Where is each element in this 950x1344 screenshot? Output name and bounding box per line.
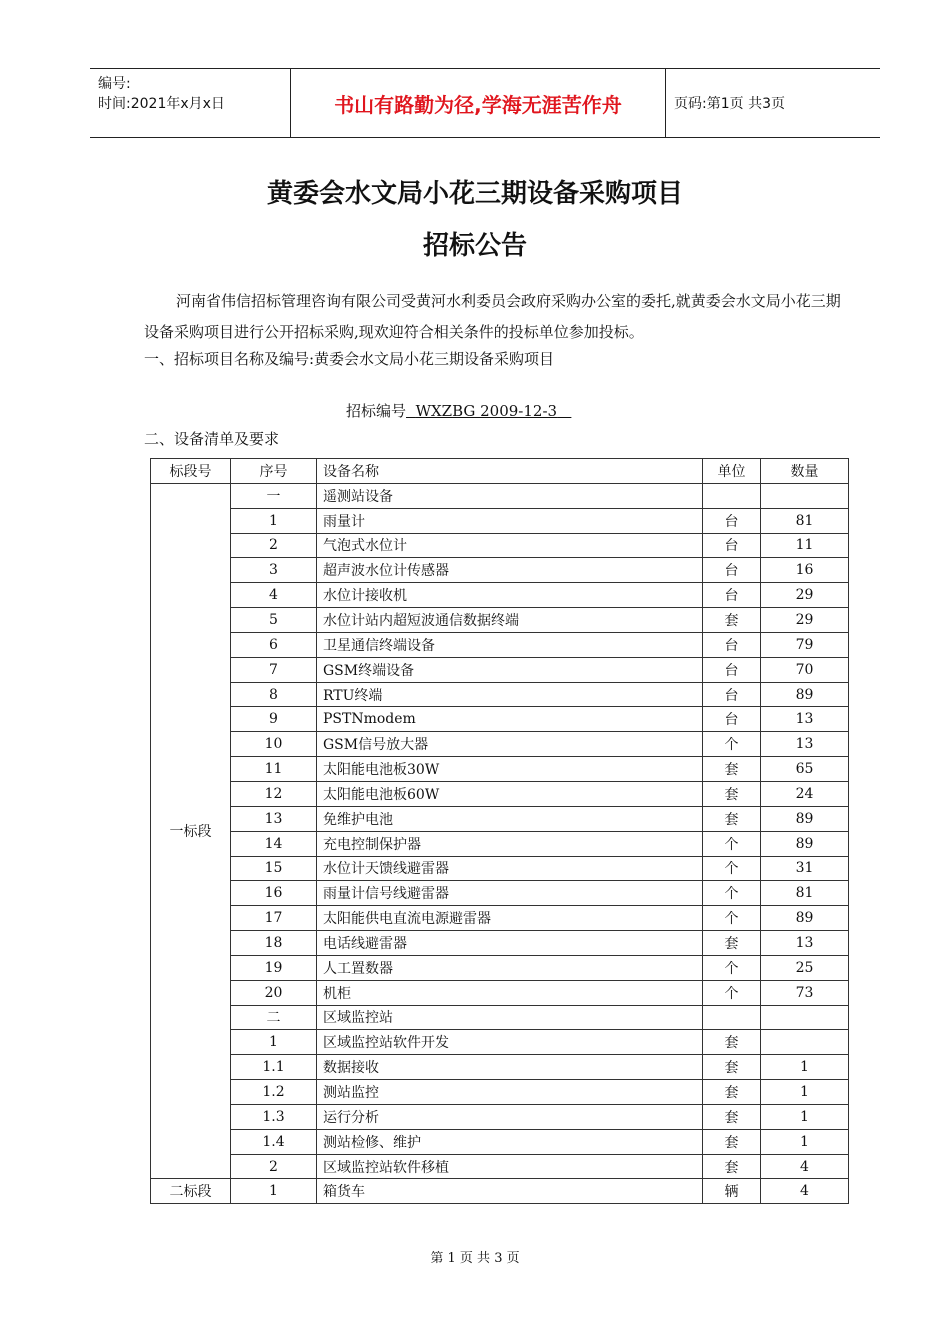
row-no: 11 (231, 757, 317, 782)
row-name: 人工置数器 (317, 955, 703, 980)
table-header-row (151, 459, 849, 484)
row-no: 4 (231, 583, 317, 608)
row-no: 9 (231, 707, 317, 732)
row-qty: 13 (761, 707, 849, 732)
row-name: 箱货车 (317, 1179, 703, 1204)
row-name: 测站检修、维护 (317, 1129, 703, 1154)
doc-subtitle: 招标公告 (422, 231, 527, 261)
segment-cell: 二标段 (151, 1179, 231, 1204)
row-unit: 套 (703, 781, 761, 806)
row-no: 1.1 (231, 1055, 317, 1080)
row-name: 区域监控站软件移植 (317, 1154, 703, 1179)
row-no: 一 (231, 483, 317, 508)
table-row (151, 632, 849, 657)
table-row (151, 732, 849, 757)
row-no: 19 (231, 955, 317, 980)
row-name: 免维护电池 (317, 806, 703, 831)
row-no: 1.3 (231, 1104, 317, 1129)
row-no: 2 (231, 533, 317, 558)
row-unit: 台 (703, 508, 761, 533)
section-2-heading: 二、设备清单及要求 (144, 430, 280, 448)
row-qty: 29 (761, 583, 849, 608)
row-name: 运行分析 (317, 1104, 703, 1129)
table-row (151, 583, 849, 608)
row-name: 超声波水位计传感器 (317, 558, 703, 583)
row-unit (703, 1005, 761, 1030)
row-qty: 29 (761, 608, 849, 633)
table-row (151, 682, 849, 707)
table-row (151, 931, 849, 956)
row-qty: 1 (761, 1104, 849, 1129)
col-header-no: 序号 (231, 459, 317, 484)
row-unit: 套 (703, 1030, 761, 1055)
row-unit: 套 (703, 1055, 761, 1080)
row-qty: 89 (761, 831, 849, 856)
row-qty (761, 1005, 849, 1030)
row-name: 气泡式水位计 (317, 533, 703, 558)
page-header (90, 68, 880, 138)
row-no: 10 (231, 732, 317, 757)
row-unit: 套 (703, 1129, 761, 1154)
row-qty: 25 (761, 955, 849, 980)
equipment-table (150, 458, 849, 1204)
table-row (151, 1030, 849, 1055)
table-row (151, 608, 849, 633)
table-row (151, 707, 849, 732)
row-unit: 辆 (703, 1179, 761, 1204)
row-unit: 套 (703, 1080, 761, 1105)
table-row (151, 955, 849, 980)
table-row (151, 1055, 849, 1080)
row-unit: 个 (703, 881, 761, 906)
table-row (151, 806, 849, 831)
row-qty: 11 (761, 533, 849, 558)
row-no: 15 (231, 856, 317, 881)
row-name: 遥测站设备 (317, 483, 703, 508)
row-qty: 89 (761, 682, 849, 707)
equipment-table-body (151, 459, 849, 1204)
row-qty (761, 483, 849, 508)
table-row (151, 483, 849, 508)
row-qty: 79 (761, 632, 849, 657)
col-header-qty: 数量 (761, 459, 849, 484)
row-unit: 个 (703, 980, 761, 1005)
row-name: 水位计天馈线避雷器 (317, 856, 703, 881)
row-unit: 台 (703, 707, 761, 732)
table-row (151, 757, 849, 782)
row-qty: 16 (761, 558, 849, 583)
row-name: RTU终端 (317, 682, 703, 707)
segment-cell: 一标段 (151, 483, 231, 1179)
row-name: GSM终端设备 (317, 657, 703, 682)
row-qty: 31 (761, 856, 849, 881)
table-row (151, 533, 849, 558)
table-row (151, 980, 849, 1005)
col-header-segment: 标段号 (151, 459, 231, 484)
table-row (151, 1179, 849, 1204)
table-row (151, 831, 849, 856)
row-unit: 台 (703, 632, 761, 657)
row-unit: 个 (703, 955, 761, 980)
table-row (151, 1129, 849, 1154)
row-qty: 70 (761, 657, 849, 682)
section-1-heading: 一、招标项目名称及编号:黄委会水文局小花三期设备采购项目 (144, 350, 555, 368)
row-no: 13 (231, 806, 317, 831)
row-unit: 个 (703, 831, 761, 856)
row-name: 数据接收 (317, 1055, 703, 1080)
row-no: 14 (231, 831, 317, 856)
bid-number-label: 招标编号 (346, 402, 407, 420)
row-unit: 套 (703, 931, 761, 956)
table-row (151, 881, 849, 906)
row-name: 雨量计信号线避雷器 (317, 881, 703, 906)
row-no: 12 (231, 781, 317, 806)
row-name: 水位计站内超短波通信数据终端 (317, 608, 703, 633)
row-name: 太阳能供电直流电源避雷器 (317, 906, 703, 931)
row-name: 雨量计 (317, 508, 703, 533)
row-unit: 个 (703, 732, 761, 757)
row-name: 区域监控站 (317, 1005, 703, 1030)
table-row (151, 558, 849, 583)
row-no: 5 (231, 608, 317, 633)
row-qty (761, 1030, 849, 1055)
table-row (151, 906, 849, 931)
header-meta (90, 69, 290, 137)
row-qty: 89 (761, 906, 849, 931)
row-no: 二 (231, 1005, 317, 1030)
col-header-name: 设备名称 (317, 459, 703, 484)
row-no: 16 (231, 881, 317, 906)
row-no: 7 (231, 657, 317, 682)
row-unit: 台 (703, 558, 761, 583)
row-name: PSTNmodem (317, 707, 703, 732)
row-qty: 81 (761, 508, 849, 533)
row-name: 测站监控 (317, 1080, 703, 1105)
code-label: 编号: (98, 76, 131, 92)
row-qty: 73 (761, 980, 849, 1005)
row-unit: 台 (703, 583, 761, 608)
bid-number-value: WXZBG 2009-12-3 (415, 402, 558, 420)
row-qty: 65 (761, 757, 849, 782)
row-unit: 套 (703, 608, 761, 633)
row-no: 6 (231, 632, 317, 657)
row-unit: 个 (703, 906, 761, 931)
row-unit: 套 (703, 1154, 761, 1179)
row-qty: 4 (761, 1154, 849, 1179)
row-name: 水位计接收机 (317, 583, 703, 608)
table-row (151, 657, 849, 682)
row-no: 8 (231, 682, 317, 707)
row-qty: 81 (761, 881, 849, 906)
row-unit: 套 (703, 757, 761, 782)
row-name: 太阳能电池板30W (317, 757, 703, 782)
table-row (151, 1005, 849, 1030)
row-name: 卫星通信终端设备 (317, 632, 703, 657)
row-qty: 24 (761, 781, 849, 806)
row-unit: 台 (703, 657, 761, 682)
row-no: 3 (231, 558, 317, 583)
time-label: 时间:2021年x月x日 (98, 96, 225, 112)
row-qty: 1 (761, 1129, 849, 1154)
row-name: 充电控制保护器 (317, 831, 703, 856)
bid-number (346, 400, 571, 421)
row-name: GSM信号放大器 (317, 732, 703, 757)
row-qty: 1 (761, 1080, 849, 1105)
row-unit: 套 (703, 1104, 761, 1129)
row-no: 1 (231, 508, 317, 533)
row-no: 1.4 (231, 1129, 317, 1154)
col-header-unit: 单位 (703, 459, 761, 484)
row-no: 1.2 (231, 1080, 317, 1105)
row-unit (703, 483, 761, 508)
page-info: 页码:第1页 共3页 (674, 96, 785, 112)
table-row (151, 1154, 849, 1179)
row-no: 1 (231, 1030, 317, 1055)
row-qty: 4 (761, 1179, 849, 1204)
table-row (151, 1104, 849, 1129)
intro-paragraph: 河南省伟信招标管理咨询有限公司受黄河水利委员会政府采购办公室的委托,就黄委会水文局小花三期设备采购项目进行公开招标采购,现欢迎符合相关条件的投标单位参加投标。 (144, 292, 841, 341)
row-no: 17 (231, 906, 317, 931)
row-unit: 个 (703, 856, 761, 881)
row-name: 太阳能电池板60W (317, 781, 703, 806)
row-no: 20 (231, 980, 317, 1005)
doc-title: 黄委会水文局小花三期设备采购项目 (266, 179, 683, 209)
motto: 书山有路勤为径,学海无涯苦作舟 (290, 69, 666, 137)
row-qty: 13 (761, 732, 849, 757)
table-row (151, 781, 849, 806)
row-qty: 1 (761, 1055, 849, 1080)
row-name: 机柜 (317, 980, 703, 1005)
row-name: 区域监控站软件开发 (317, 1030, 703, 1055)
table-row (151, 508, 849, 533)
row-qty: 89 (761, 806, 849, 831)
row-qty: 13 (761, 931, 849, 956)
row-unit: 台 (703, 682, 761, 707)
page-footer: 第 1 页 共 3 页 (430, 1251, 520, 1266)
row-unit: 套 (703, 806, 761, 831)
row-no: 2 (231, 1154, 317, 1179)
row-no: 18 (231, 931, 317, 956)
row-name: 电话线避雷器 (317, 931, 703, 956)
table-row (151, 1080, 849, 1105)
row-unit: 台 (703, 533, 761, 558)
row-no: 1 (231, 1179, 317, 1204)
table-row (151, 856, 849, 881)
